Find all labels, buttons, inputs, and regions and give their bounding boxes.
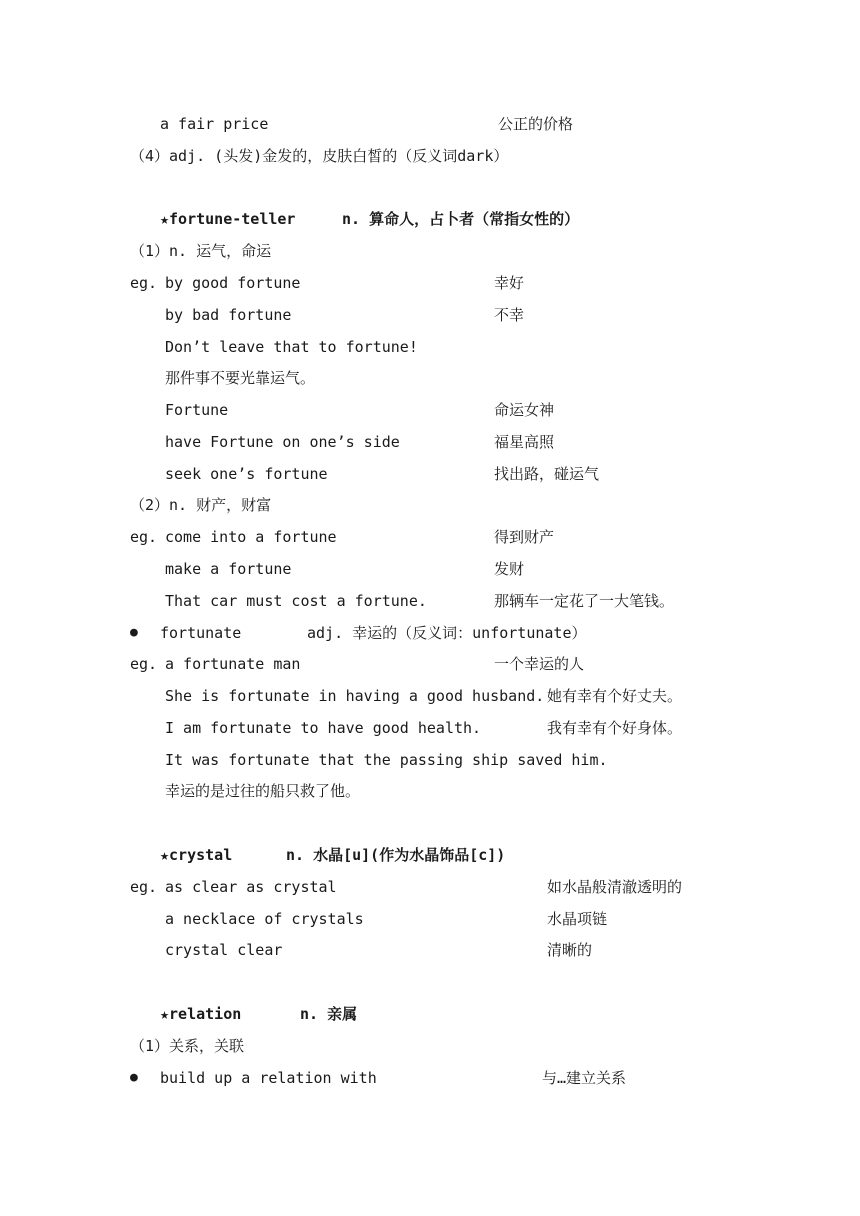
example-en: seek one’s fortune bbox=[165, 465, 328, 483]
sense-line: （4）adj. (头发)金发的，皮肤白皙的（反义词dark） bbox=[130, 147, 509, 165]
entry-headword: ★relation bbox=[160, 1005, 242, 1023]
example-zh: 一个幸运的人 bbox=[494, 655, 585, 673]
entry-definition: n. 亲属 bbox=[300, 1005, 358, 1023]
entry-headword: ★fortune-teller bbox=[160, 210, 296, 228]
example-zh: 发财 bbox=[494, 560, 525, 578]
example-en: a necklace of crystals bbox=[165, 910, 364, 928]
eg-label: eg. bbox=[130, 274, 158, 292]
bullet-icon: ● bbox=[130, 1070, 138, 1085]
eg-label: eg. bbox=[130, 528, 158, 546]
example-zh: 水晶项链 bbox=[547, 910, 608, 928]
entry-headword: ★crystal bbox=[160, 846, 233, 864]
entry-definition: n. 算命人，占卜者（常指女性的） bbox=[342, 210, 580, 228]
example-zh: 我有幸有个好身体。 bbox=[547, 719, 683, 737]
example-zh: 如水晶般清澈透明的 bbox=[547, 878, 683, 896]
example-zh: 找出路，碰运气 bbox=[494, 465, 600, 483]
entry-definition: n. 水晶[u](作为水晶饰品[c]) bbox=[286, 846, 506, 864]
sense-line: （1）n. 运气，命运 bbox=[130, 242, 272, 260]
eg-label: eg. bbox=[130, 878, 158, 896]
bullet-icon: ● bbox=[130, 625, 138, 640]
example-en: Fortune bbox=[165, 401, 229, 419]
example-en: have Fortune on one’s side bbox=[165, 433, 400, 451]
example-zh: 命运女神 bbox=[494, 401, 555, 419]
example-en: crystal clear bbox=[165, 941, 283, 959]
sense-line: （1）关系，关联 bbox=[130, 1037, 245, 1055]
example-en: That car must cost a fortune. bbox=[165, 592, 427, 610]
example-en: Don’t leave that to fortune! bbox=[165, 338, 418, 356]
example-en: It was fortunate that the passing ship saved him. bbox=[165, 751, 608, 769]
example-en: by good fortune bbox=[165, 274, 301, 292]
example-en: as clear as crystal bbox=[165, 878, 337, 896]
example-zh: 福星高照 bbox=[494, 433, 555, 451]
example-zh: 得到财产 bbox=[494, 528, 555, 546]
example-zh: 不幸 bbox=[494, 306, 525, 324]
example-zh: 那辆车一定花了一大笔钱。 bbox=[494, 592, 675, 610]
example-zh: 她有幸有个好丈夫。 bbox=[547, 687, 683, 705]
example-en: make a fortune bbox=[165, 560, 292, 578]
example-zh: 幸好 bbox=[494, 274, 525, 292]
example-en: a fair price bbox=[160, 115, 269, 133]
example-en: a fortunate man bbox=[165, 655, 301, 673]
example-zh: 清晰的 bbox=[547, 941, 593, 959]
derived-word: fortunate bbox=[160, 624, 242, 642]
example-en: come into a fortune bbox=[165, 528, 337, 546]
example-zh: 公正的价格 bbox=[498, 115, 574, 133]
example-en: by bad fortune bbox=[165, 306, 292, 324]
sense-line: （2）n. 财产，财富 bbox=[130, 496, 272, 514]
example-en: build up a relation with bbox=[160, 1069, 377, 1087]
example-en: I am fortunate to have good health. bbox=[165, 719, 482, 737]
example-en: She is fortunate in having a good husband. bbox=[165, 687, 545, 705]
eg-label: eg. bbox=[130, 655, 158, 673]
example-zh: 与…建立关系 bbox=[542, 1069, 627, 1087]
example-zh: 幸运的是过往的船只救了他。 bbox=[165, 782, 361, 800]
derived-definition: adj. 幸运的（反义词：unfortunate） bbox=[307, 624, 587, 642]
example-zh: 那件事不要光靠运气。 bbox=[165, 369, 316, 387]
